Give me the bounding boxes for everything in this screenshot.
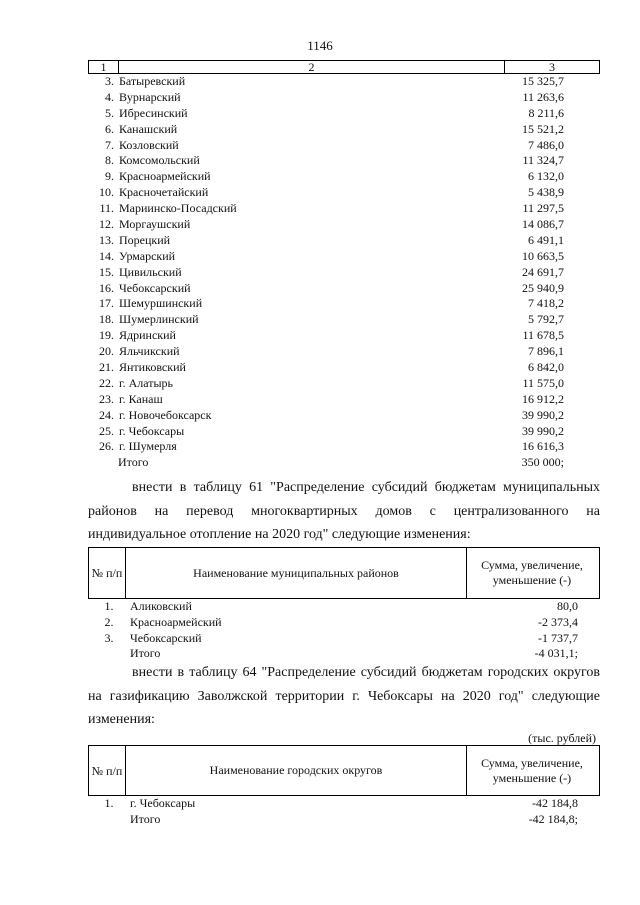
table-row bbox=[88, 122, 600, 138]
table-row bbox=[88, 328, 600, 344]
header-col-3: 3 bbox=[549, 60, 555, 74]
paragraph-table-64 bbox=[88, 661, 600, 732]
row-name: Красноармейский bbox=[130, 614, 222, 629]
table-row bbox=[88, 74, 600, 90]
table-row bbox=[88, 615, 600, 631]
row-value: 80,0 bbox=[557, 599, 578, 613]
row-name: Чебоксарский bbox=[119, 280, 191, 295]
row-name: Ибресинский bbox=[119, 105, 188, 120]
row-name: Порецкий bbox=[119, 232, 171, 247]
table-row bbox=[88, 169, 600, 185]
row-number: 20. bbox=[99, 344, 114, 359]
row-value: 14 086,7 bbox=[522, 217, 564, 232]
row-value: 16 912,2 bbox=[522, 391, 564, 406]
row-number: 3. bbox=[105, 74, 114, 88]
table-body bbox=[88, 74, 600, 455]
row-name: г. Алатырь bbox=[119, 375, 174, 390]
row-name: Яльчикский bbox=[119, 344, 180, 359]
row-number: 13. bbox=[99, 232, 114, 247]
table-row bbox=[88, 201, 600, 217]
table-row bbox=[88, 360, 600, 376]
row-value: 6 132,0 bbox=[528, 169, 564, 184]
row-name: Шемуршинский bbox=[119, 296, 203, 311]
row-name: Аликовский bbox=[130, 599, 192, 613]
table-header bbox=[88, 60, 600, 74]
table-row bbox=[88, 233, 600, 249]
table-body bbox=[88, 599, 600, 646]
row-value: 6 842,0 bbox=[528, 360, 564, 375]
table-total-row bbox=[88, 455, 600, 471]
table-row bbox=[88, 90, 600, 106]
row-name: Красноармейский bbox=[119, 169, 211, 184]
row-number: 12. bbox=[99, 217, 114, 232]
row-value: 7 896,1 bbox=[528, 344, 564, 359]
table-row bbox=[88, 281, 600, 297]
table-row bbox=[88, 344, 600, 360]
row-number: 23. bbox=[99, 391, 114, 406]
row-name: г. Шумерля bbox=[119, 439, 177, 454]
row-value: 39 990,2 bbox=[522, 407, 564, 422]
header-sum: Сумма, увеличение, уменьшение (-) bbox=[481, 755, 583, 785]
row-value: 10 663,5 bbox=[522, 248, 564, 263]
table-row bbox=[88, 138, 600, 154]
total-label: Итого bbox=[130, 811, 161, 826]
table-total-row bbox=[88, 646, 600, 662]
table-row bbox=[88, 217, 600, 233]
row-number: 6. bbox=[105, 121, 114, 136]
row-number: 26. bbox=[99, 439, 114, 454]
subsidy-table bbox=[88, 60, 600, 471]
table-row bbox=[88, 439, 600, 455]
row-value: 11 575,0 bbox=[522, 375, 564, 390]
row-number: 16. bbox=[99, 280, 114, 295]
table-row bbox=[88, 153, 600, 169]
table-header bbox=[88, 547, 600, 599]
paragraph-text: внести в таблицу 61 "Распределение субсидий бюджетам муниципальных районов на перевод многоквартирных домов с централизованного на индивидуальное отопление на 2020 год" следующие изменения: bbox=[88, 480, 600, 542]
row-value: 6 491,1 bbox=[528, 232, 564, 247]
row-value: 39 990,2 bbox=[522, 423, 564, 438]
row-number: 1. bbox=[104, 599, 114, 613]
table-header bbox=[88, 745, 600, 796]
row-number: 17. bbox=[99, 296, 114, 311]
header-col-1: 1 bbox=[89, 61, 119, 73]
table-row bbox=[88, 408, 600, 424]
row-number: 1. bbox=[104, 796, 114, 810]
paragraph-table-61 bbox=[88, 476, 600, 547]
row-value: 24 691,7 bbox=[522, 264, 564, 279]
row-number: 8. bbox=[105, 153, 114, 168]
row-name: Моргаушский bbox=[119, 217, 191, 232]
row-number: 7. bbox=[105, 137, 114, 152]
table-body bbox=[88, 796, 600, 812]
row-name: Ядринский bbox=[119, 328, 176, 343]
table-row bbox=[88, 296, 600, 312]
row-name: г. Чебоксары bbox=[119, 423, 185, 438]
row-value: 11 297,5 bbox=[522, 201, 564, 216]
row-value: -42 184,8 bbox=[532, 796, 578, 810]
table-row bbox=[88, 312, 600, 328]
table-row bbox=[88, 599, 600, 615]
header-name: Наименование городских округов bbox=[126, 746, 467, 795]
row-name: Янтиковский bbox=[119, 360, 186, 375]
table-row bbox=[88, 424, 600, 440]
row-value: 11 678,5 bbox=[522, 328, 564, 343]
row-number: 10. bbox=[99, 185, 114, 200]
row-name: Вурнарский bbox=[119, 89, 181, 104]
row-value: 11 324,7 bbox=[522, 153, 564, 168]
row-number: 5. bbox=[105, 105, 114, 120]
row-name: г. Чебоксары bbox=[130, 796, 196, 810]
row-name: Красночетайский bbox=[119, 185, 209, 200]
total-value: -42 184,8; bbox=[528, 811, 578, 826]
row-value: 7 486,0 bbox=[528, 137, 564, 152]
row-value: 11 263,6 bbox=[522, 89, 564, 104]
row-number: 14. bbox=[99, 248, 114, 263]
total-label: Итого bbox=[118, 455, 149, 470]
units-label: (тыс. рублей) bbox=[528, 731, 596, 745]
header-name: Наименование муниципальных районов bbox=[126, 548, 467, 598]
header-num: № п/п bbox=[89, 548, 126, 598]
total-value: -4 031,1; bbox=[534, 646, 578, 661]
table-row bbox=[88, 631, 600, 647]
row-name: Комсомольский bbox=[119, 153, 200, 168]
table-row bbox=[88, 376, 600, 392]
row-value: 25 940,9 bbox=[522, 280, 564, 295]
table-row bbox=[88, 185, 600, 201]
page-number: 1146 bbox=[307, 38, 333, 53]
row-number: 9. bbox=[105, 169, 114, 184]
row-value: 7 418,2 bbox=[528, 296, 564, 311]
row-name: Урмарский bbox=[119, 248, 176, 263]
city-changes-table bbox=[88, 745, 600, 828]
row-name: Шумерлинский bbox=[119, 312, 199, 327]
row-value: 8 211,6 bbox=[528, 105, 564, 120]
table-row bbox=[88, 265, 600, 281]
row-number: 22. bbox=[99, 375, 114, 390]
row-name: Батыревский bbox=[119, 74, 186, 88]
table-total-row bbox=[88, 812, 600, 828]
table-row bbox=[88, 392, 600, 408]
row-value: 5 438,9 bbox=[528, 185, 564, 200]
row-number: 3. bbox=[104, 630, 114, 645]
row-value: -1 737,7 bbox=[538, 630, 578, 645]
row-value: 5 792,7 bbox=[528, 312, 564, 327]
header-sum: Сумма, увеличение, уменьшение (-) bbox=[481, 558, 583, 587]
row-name: Козловский bbox=[119, 137, 179, 152]
table-row bbox=[88, 249, 600, 265]
paragraph-text: внести в таблицу 64 "Распределение субсидий бюджетам городских округов на газификацию Заволжской территории г. Чебоксары на 2020 год" следующие изменения: bbox=[88, 665, 600, 727]
total-label: Итого bbox=[130, 646, 161, 661]
row-name: г. Новочебоксарск bbox=[119, 407, 212, 422]
row-number: 4. bbox=[105, 89, 114, 104]
row-value: -2 373,4 bbox=[538, 614, 578, 629]
row-name: Цивильский bbox=[119, 264, 182, 279]
row-number: 19. bbox=[99, 328, 114, 343]
table-row bbox=[88, 106, 600, 122]
header-col-2: 2 bbox=[119, 61, 505, 73]
row-name: Мариинско-Посадский bbox=[119, 201, 237, 216]
row-value: 15 521,2 bbox=[522, 121, 564, 136]
header-num: № п/п bbox=[89, 746, 126, 795]
table-row bbox=[88, 796, 600, 812]
row-name: Канашский bbox=[119, 121, 178, 136]
row-number: 18. bbox=[99, 312, 114, 327]
district-changes-table bbox=[88, 547, 600, 662]
row-number: 21. bbox=[99, 360, 114, 375]
row-number: 2. bbox=[104, 614, 114, 629]
row-value: 15 325,7 bbox=[522, 74, 564, 88]
row-name: г. Канаш bbox=[119, 391, 163, 406]
row-number: 25. bbox=[99, 423, 114, 438]
row-value: 16 616,3 bbox=[522, 439, 564, 454]
row-number: 11. bbox=[99, 201, 114, 216]
row-number: 15. bbox=[99, 264, 114, 279]
total-value: 350 000; bbox=[521, 455, 564, 470]
row-name: Чебоксарский bbox=[130, 630, 202, 645]
row-number: 24. bbox=[99, 407, 114, 422]
